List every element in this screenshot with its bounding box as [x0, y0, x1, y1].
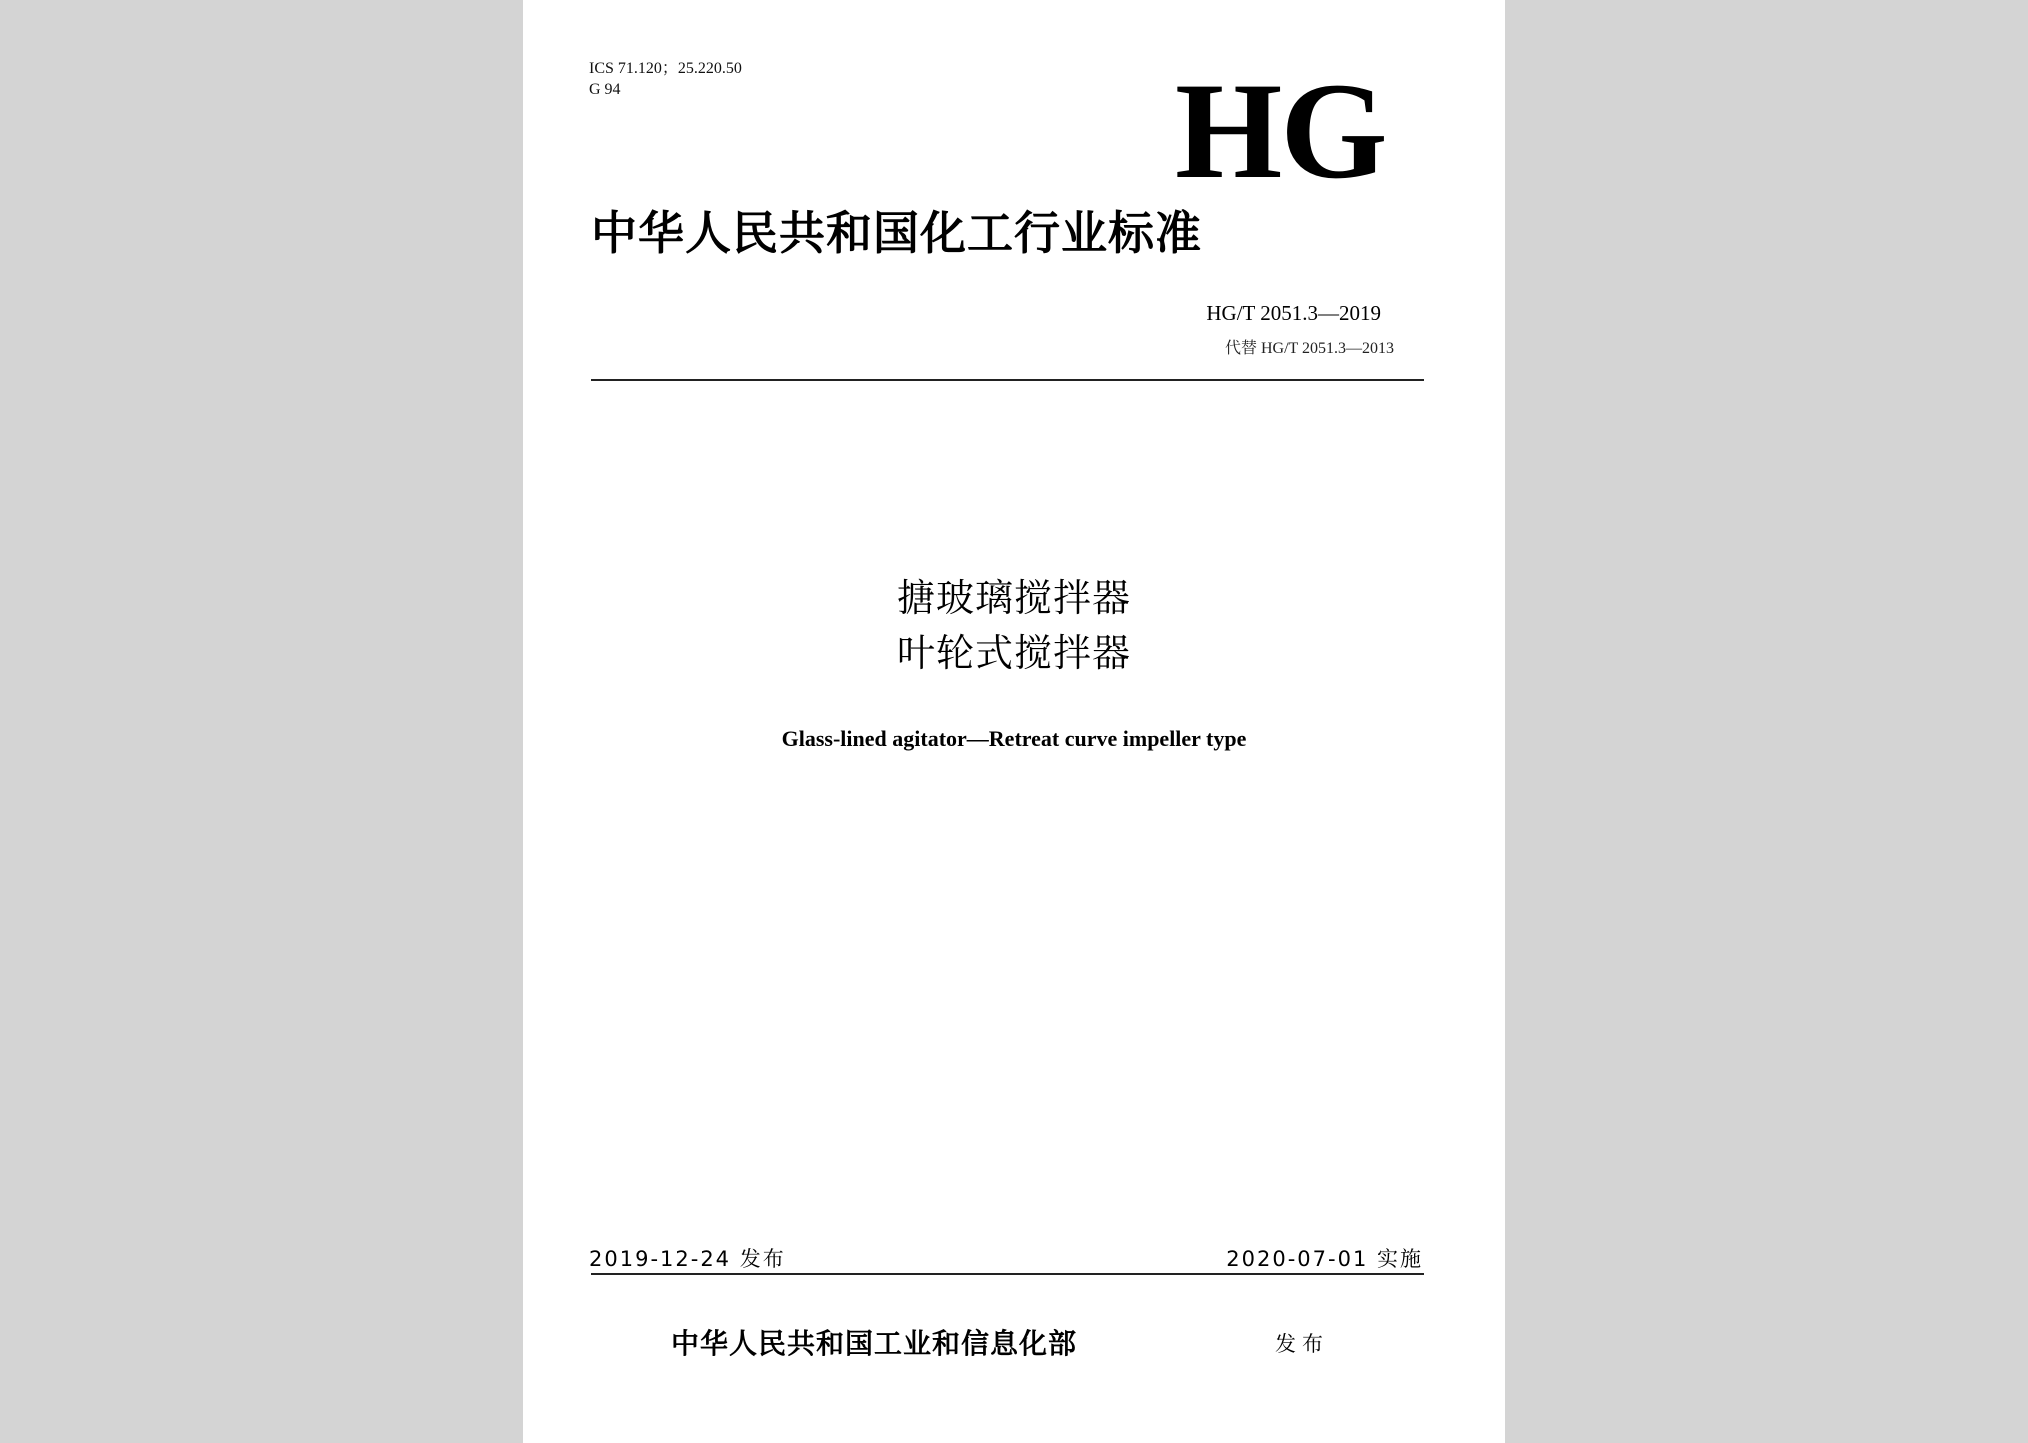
publisher-name: 中华人民共和国工业和信息化部 — [671, 1327, 1078, 1360]
document-cover-page — [523, 0, 1505, 1443]
ccs-code: G 94 — [589, 81, 621, 98]
standard-title: 中华人民共和国化工行业标准 — [591, 206, 1202, 260]
issue-date: 2019-12-24 发布 — [589, 1247, 786, 1271]
title-cn-line2: 叶轮式搅拌器 — [896, 631, 1131, 675]
classification-codes — [589, 58, 742, 100]
top-divider — [591, 379, 1424, 381]
ics-code: ICS 71.120；25.220.50 — [589, 60, 742, 77]
effective-date: 2020-07-01 实施 — [1226, 1247, 1423, 1271]
title-en: Glass-lined agitator—Retreat curve impeller type — [781, 726, 1247, 751]
replaces-note: 代替 HG/T 2051.3—2013 — [1224, 340, 1394, 357]
hg-logo: HG — [1175, 54, 1386, 207]
title-cn-line1: 搪玻璃搅拌器 — [896, 576, 1131, 620]
publish-label: 发布 — [1275, 1332, 1329, 1356]
bottom-divider — [591, 1273, 1424, 1275]
standard-number: HG/T 2051.3—2019 — [1206, 301, 1381, 325]
